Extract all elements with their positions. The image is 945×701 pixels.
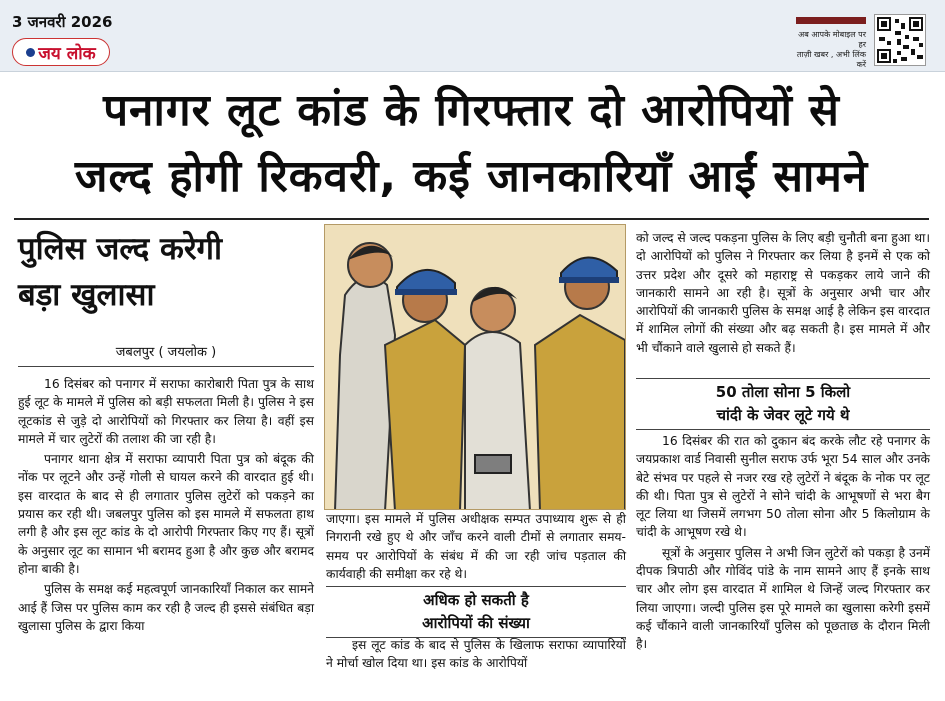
illustration-graphic (325, 225, 626, 510)
right-para-2: सूत्रों के अनुसार पुलिस ने अभी जिन लुटेरों को पकड़ा है उनमें दीपक त्रिपाठी और गोविंद पांडे के नाम सामने आए हैं इनके साथ चार और लोग इस वारदात में शामिल थे जिन्हें जल्द गिरफ्तार कर लिया जाएगा। जल्दी पुलिस इस पूरे मामले का खुलासा करेगी इसमें कई चौंकाने वाली जानकारियाँ पुलिस को पूछताछ के दौरान मिली है। (636, 545, 930, 652)
right-box-heading-line-2: चांदी के जेवर लूटे गये थे (716, 406, 850, 424)
left-para-3: पुलिस के समक्ष कई महत्वपूर्ण जानकारियाँ निकाल कर सामने आई हैं जिस पर पुलिस काम कर रही है जल्द ही इससे संबंधित बड़ा खुलासा पुलिस के द्वारा किया (18, 582, 314, 633)
sub-headline (18, 226, 318, 318)
arrest-illustration (324, 224, 626, 510)
newspaper-logo (12, 38, 110, 66)
logo-text: जय लोक (38, 43, 96, 64)
subhead-line-1: पुलिस जल्द करेगी (18, 231, 222, 267)
headline-divider (14, 218, 929, 220)
middle-box-heading-line-1: अधिक हो सकती है (423, 591, 529, 609)
promo-band (796, 17, 866, 24)
promo-line-1: अब आपके मोबाइल पर हर (798, 30, 866, 49)
right-column-top: को जल्द से जल्द पकड़ना पुलिस के लिए बड़ी चुनौती बना हुआ था। दो आरोपियों को पुलिस ने गिरफ्तार कर लिया है इनमें से एक को उत्तर प्रदेश और दूसरे को महाराष्ट्र से पकड़कर लाये जाने की जानकारी सामने आ रही है। सूत्रों के अनुसार अभी चार और आरोपियों की जानकारी पुलिस के समक्ष आई है लेकिन इस वारदात में शामिल लोगों की संख्या और बढ़ सकती है। इस मामले में और भी चौंकाने वाले खुलासे हो सकते हैं। (636, 231, 930, 355)
dateline: जबलपुर ( जयलोक ) (18, 342, 314, 367)
middle-para-2: इस लूट कांड के बाद से पुलिस के खिलाफ सराफा व्यापारियों ने मोर्चा खोल दिया था। इस कांड के आरोपियों (326, 638, 626, 671)
middle-box-heading-line-2: आरोपियों की संख्या (422, 614, 530, 632)
middle-column-bottom (326, 636, 626, 675)
app-promo (796, 17, 866, 70)
subhead-line-2: बड़ा खुलासा (18, 277, 155, 313)
right-para-1: 16 दिसंबर की रात को दुकान बंद करके लौट रहे पनागर के जयप्रकाश वार्ड निवासी सुनील सराफ उर्फ भूरा 54 साल और उनके बेटे संभव पर पहले से नजर रख रहे लुटेरों ने बंदूक के नोक पर लूट की थी। पिता पुत्र से लुटेरों ने सोने चांदी के आभूषणों से भरा बैग लूट लिया था जिसमें लगभग 50 तोला सोना और 5 किलोग्राम के चांदी के आभूषण रखे थे। (636, 434, 930, 540)
issue-date: 3 जनवरी 2026 (12, 13, 113, 31)
left-para-1: 16 दिसंबर को पनागर में सराफा कारोबारी पिता पुत्र के साथ हुई लूट के मामले में पुलिस को बड़ी सफलता मिली है। पुलिस ने इस लूटकांड से जुड़े दो आरोपियों को गिरफ्तार कर लिया है। वहीं इस मामले में चार लुटेरों की तलाश की जा रही है। (18, 377, 314, 446)
right-column-bottom (636, 432, 930, 656)
middle-box-heading (326, 586, 626, 638)
left-column (18, 375, 314, 637)
headline-line-1: पनागर लूट कांड के गिरफ्तार दो आरोपियों से (103, 85, 840, 136)
promo-line-2: ताज़ी खबर , अभी लिंक करें (796, 50, 866, 69)
qr-graphic (875, 15, 925, 65)
headline-line-2: जल्द होगी रिकवरी, कई जानकारियाँ आईं सामने (74, 151, 869, 202)
right-box-heading (636, 378, 930, 430)
middle-column-top: जाएगा। इस मामले में पुलिस अधीक्षक सम्पत उपाध्याय शुरू से ही निगरानी रखे हुए थे और जाँच करने वाली टीमों से लगातार समय-समय पर आरोपियों के संबंध में की जा रही जांच पड़ताल की कार्यवाही की समीक्षा कर रहे थे। (326, 512, 626, 581)
logo-dot-icon (26, 48, 35, 57)
main-headline (14, 78, 929, 210)
right-box-heading-line-1: 50 तोला सोना 5 किलो (715, 383, 851, 401)
left-para-2: पनागर थाना क्षेत्र में सराफा व्यापारी पिता पुत्र को बंदूक की नोंक पर लूटने और उन्हें गोली से घायल करने की वारदात हुई थी। इस वारदात के बाद से ही लगातार पुलिस लुटेरों को पकड़ने का प्रयास कर रही थी। जबलपुर पुलिस को इस मामले में सफलता हाथ लगी है और इस लूट कांड के दो आरोपी गिरफ्तार किए गए हैं। सूत्रों के अनुसार लूट का सामान भी बरामद हुआ है और कुछ और बरामद होना बाकी है। (18, 452, 314, 576)
qr-code-icon[interactable] (874, 14, 926, 66)
